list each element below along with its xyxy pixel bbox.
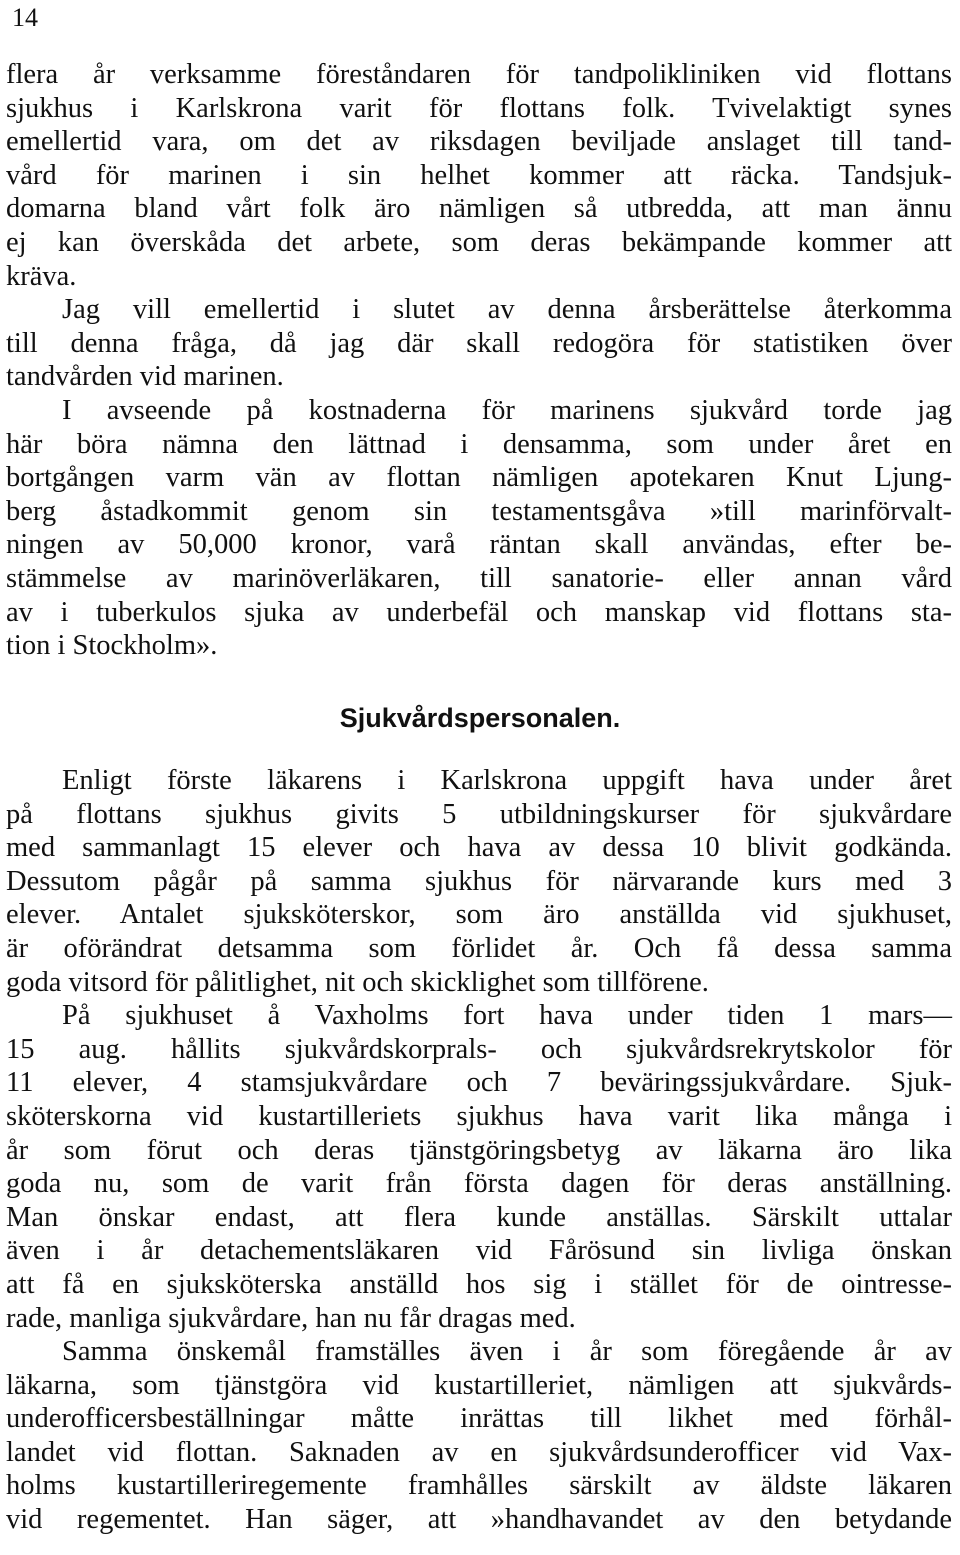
text-line: På sjukhuset å Vaxholms fort hava under tiden 1 mars— bbox=[62, 1000, 952, 1032]
text-line: till denna fråga, då jag där skall redogöra för statistiken över bbox=[6, 327, 952, 359]
text-line: goda nu, som de varit från första dagen för deras anställning. bbox=[6, 1168, 952, 1200]
text-line: läkarna, som tjänstgöra vid kustartilleriet, nämligen att sjukvårds- bbox=[6, 1369, 952, 1401]
text-line: Dessutom pågår på samma sjukhus för närvarande kurs med 3 bbox=[6, 865, 952, 897]
text-line: även i år detachementsläkaren vid Fårösund sin livliga önskan bbox=[6, 1235, 952, 1267]
text-line: flera år verksamme föreståndaren för tandpolikliniken vid flottans bbox=[6, 59, 952, 90]
text-line: Jag vill emellertid i slutet av denna årsberättelse återkomma bbox=[62, 294, 952, 326]
section-heading: Sjukvårdspersonalen. bbox=[339, 703, 621, 733]
text-line: tandvården vid marinen. bbox=[6, 361, 284, 393]
text-line: sköterskorna vid kustartilleriets sjukhus hava varit lika många i bbox=[6, 1100, 952, 1132]
text-line: I avseende på kostnaderna för marinens sjukvård torde jag bbox=[62, 394, 952, 426]
text-line: holms kustartilleriregemente framhålles särskilt av äldste läkaren bbox=[6, 1470, 952, 1502]
text-line: goda vitsord för pålitlighet, nit och skicklighet som tillförene. bbox=[6, 966, 709, 998]
text-line: med sammanlagt 15 elever och hava av dessa 10 blivit godkända. bbox=[6, 832, 952, 864]
text-line: är oförändrat detsamma som förlidet år. Och få dessa samma bbox=[6, 932, 952, 964]
text-line: på flottans sjukhus givits 5 utbildningskurser för sjukvårdare bbox=[6, 798, 952, 830]
text-line: vid regementet. Han säger, att »handhavandet av den betydande bbox=[6, 1504, 952, 1536]
body-text-block-2 bbox=[6, 764, 952, 1537]
body-text-block-1 bbox=[6, 58, 952, 663]
text-line: vård för marinen i sin helhet kommer att räcka. Tandsjuk- bbox=[6, 159, 952, 191]
text-line: år som förut och deras tjänstgöringsbetyg av läkarna äro lika bbox=[6, 1134, 952, 1166]
text-line: emellertid vara, om det av riksdagen beviljade anslaget till tand- bbox=[6, 126, 952, 158]
text-line: bortgången varm vän av flottan nämligen apotekaren Knut Ljung- bbox=[6, 462, 952, 494]
text-line: Enligt förste läkarens i Karlskrona uppgift hava under året bbox=[62, 765, 952, 796]
text-line: elever. Antalet sjuksköterskor, som äro anställda vid sjukhuset, bbox=[6, 899, 952, 931]
text-line: landet vid flottan. Saknaden av en sjukvårdsunderofficer vid Vax- bbox=[6, 1436, 952, 1468]
text-line: berg åstadkommit genom sin testamentsgåva »till marinförvalt- bbox=[6, 495, 952, 527]
text-line: rade, manliga sjukvårdare, han nu får dragas med. bbox=[6, 1302, 576, 1334]
text-line: underofficersbeställningar måtte inrättas till likhet med förhål- bbox=[6, 1403, 952, 1435]
text-line: av i tuberkulos sjuka av underbefäl och manskap vid flottans sta- bbox=[6, 596, 952, 628]
text-line: kräva. bbox=[6, 260, 77, 292]
text-line: här böra nämna den lättnad i densamma, som under året en bbox=[6, 428, 952, 460]
text-line: tion i Stockholm». bbox=[6, 630, 218, 662]
text-line: stämmelse av marinöverläkaren, till sanatorie- eller annan vård bbox=[6, 562, 952, 594]
text-line: domarna bland vårt folk äro nämligen så utbredda, att man ännu bbox=[6, 193, 952, 225]
text-line: 11 elever, 4 stamsjukvårdare och 7 beväringssjukvårdare. Sjuk- bbox=[6, 1067, 952, 1099]
text-line: att få en sjuksköterska anställd hos sig i stället för de ointresse- bbox=[6, 1268, 952, 1300]
text-line: ningen av 50,000 kronor, varå räntan skall användas, efter be- bbox=[6, 529, 952, 561]
text-line: Man önskar endast, att flera kunde anställas. Särskilt uttalar bbox=[6, 1201, 952, 1233]
text-line: sjukhus i Karlskrona varit för flottans folk. Tvivelaktigt synes bbox=[6, 92, 952, 124]
text-line: 15 aug. hållits sjukvårdskorprals- och sjukvårdsrekrytskolor för bbox=[6, 1033, 952, 1065]
text-line: Samma önskemål framställes även i år som föregående år av bbox=[62, 1336, 952, 1368]
page-number: 14 bbox=[12, 3, 38, 32]
text-line: ej kan överskåda det arbete, som deras bekämpande kommer att bbox=[6, 226, 952, 258]
